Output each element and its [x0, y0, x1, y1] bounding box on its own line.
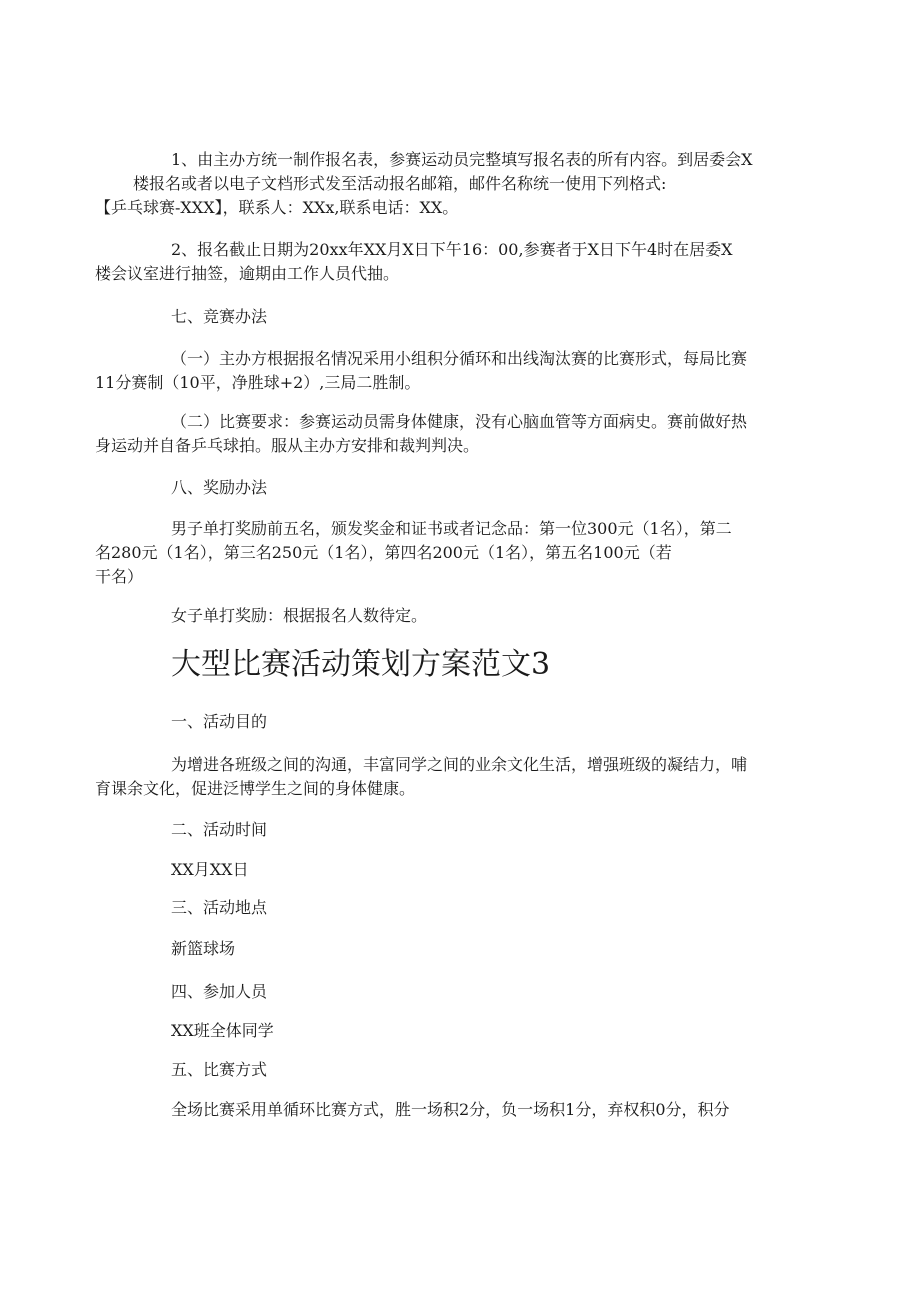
section-heading-competition: 七、竞赛办法: [171, 307, 268, 326]
rewards-paragraph-men: [95, 517, 790, 589]
line: 干名）: [95, 567, 144, 586]
heading-place: 三、活动地点: [171, 898, 268, 917]
line: 育课余文化，促进泛博学生之间的身体健康。: [95, 779, 416, 798]
line: 楼会议室进行抽签，逾期由工作人员代抽。: [95, 264, 400, 283]
line: 【乒乓球赛-XXX】，联系人：XXx,联系电话：XX。: [95, 198, 459, 217]
registration-paragraph-2: [95, 238, 790, 286]
format-paragraph: 全场比赛采用单循环比赛方式，胜一场积2分，负一场积1分，弃权积0分，积分: [171, 1100, 730, 1119]
line: （二）比赛要求：参赛运动员需身体健康，没有心脑血管等方面病史。赛前做好热: [171, 412, 748, 431]
heading-format: 五、比赛方式: [171, 1060, 268, 1079]
activity-time: XX月XX日: [171, 860, 249, 879]
competition-paragraph-1: [95, 347, 790, 395]
purpose-paragraph: [95, 753, 790, 801]
rewards-paragraph-women: 女子单打奖励：根据报名人数待定。: [171, 606, 428, 625]
competition-paragraph-2: [95, 410, 790, 458]
line: 身运动并自备乒乓球拍。服从主办方安排和裁判判决。: [95, 436, 480, 455]
heading-purpose: 一、活动目的: [171, 712, 268, 731]
document-title: 大型比赛活动策划方案范文3: [171, 647, 551, 682]
line: 为增进各班级之间的沟通，丰富同学之间的业余文化生活，增强班级的凝结力，哺: [171, 755, 748, 774]
heading-participants: 四、参加人员: [171, 982, 268, 1001]
section-heading-rewards: 八、奖励办法: [171, 478, 268, 497]
registration-paragraph-1: [95, 148, 790, 220]
line: 男子单打奖励前五名，颁发奖金和证书或者记念品：第一位300元（1名），第二: [171, 519, 732, 538]
line: 2、报名截止日期为20xx年XX月X日下午16：00,参赛者于X日下午4时在居委X: [171, 240, 733, 259]
activity-place: 新篮球场: [171, 939, 236, 958]
line: 楼报名或者以电子文档形式发至活动报名邮箱，邮件名称统一使用下列格式:: [133, 174, 667, 193]
line: 11分赛制（10平，净胜球+2）,三局二胜制。: [95, 373, 421, 392]
heading-time: 二、活动时间: [171, 820, 268, 839]
participants: XX班全体同学: [171, 1021, 274, 1040]
line: 名280元（1名），第三名250元（1名），第四名200元（1名），第五名100元（若: [95, 543, 672, 562]
line: （一）主办方根据报名情况采用小组积分循环和出线淘汰赛的比赛形式，每局比赛: [171, 349, 748, 368]
line: 1、由主办方统一制作报名表，参赛运动员完整填写报名表的所有内容。到居委会X: [171, 150, 753, 169]
